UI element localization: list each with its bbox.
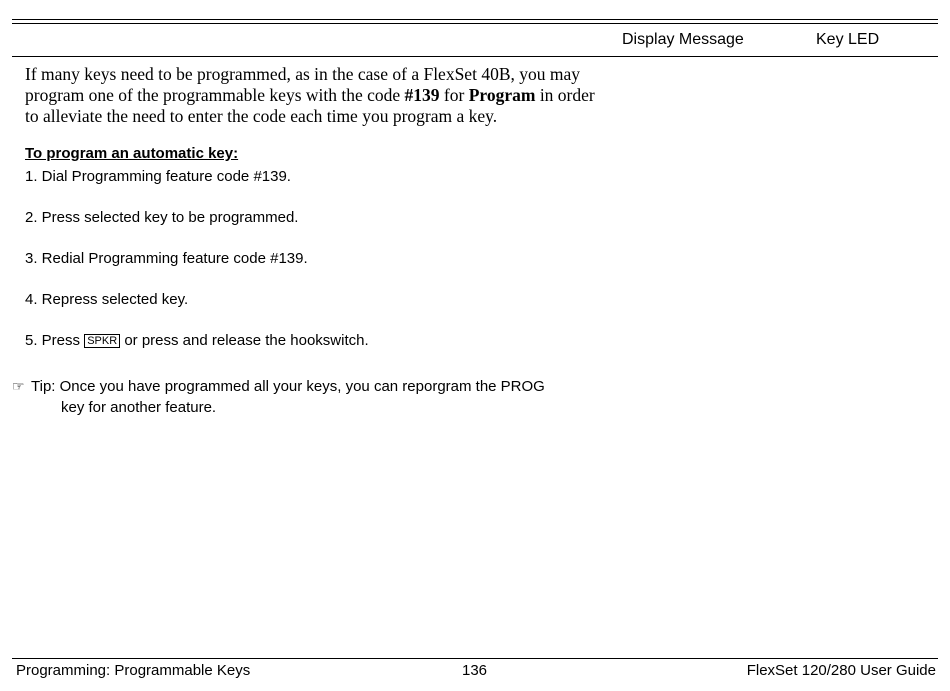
step-1: 1. Dial Programming feature code #139. [25,168,291,185]
intro-code: #139 [404,85,440,105]
intro-program-word: Program [468,85,536,105]
step-4: 4. Repress selected key. [25,291,189,308]
footer-guide-title: FlexSet 120/280 User Guide [746,662,936,679]
intro-text-1: If many keys need to be programmed, as in the case of a FlexSet 40B, you may program one of the programmable keys with the code [25,64,580,105]
display-message-header: Display Message [622,31,744,48]
footer-rule [12,658,938,659]
tip-line-1: Once you have programmed all your keys, you can reporgram the PROG [59,378,545,395]
step-2: 2. Press selected key to be programmed. [25,209,299,226]
key-led-header: Key LED [816,31,880,48]
step-3: 3. Redial Programming feature code #139. [25,250,308,267]
intro-text-3: in order to alleviate the need to enter the code each time you program a key. [25,85,595,126]
intro-paragraph [25,64,600,127]
tip-line-2: key for another feature. [61,399,217,416]
procedure-heading: To program an automatic key: [25,145,239,162]
tip-block [12,376,545,418]
header-rule-top [12,19,938,20]
step-5-prefix: 5. Press [25,332,85,349]
pointing-hand-icon: ☞ [12,378,25,394]
step-5-suffix: or press and release the hookswitch. [120,332,369,349]
spkr-key-icon: SPKR [84,334,120,348]
tip-label: Tip: [31,378,60,395]
step-5 [25,332,369,350]
column-header-rule [12,56,938,57]
footer-section-title: Programming: Programmable Keys [16,662,251,679]
intro-text-2: for [439,85,469,105]
header-rule-bottom [12,23,938,24]
page-number: 136 [462,662,488,679]
